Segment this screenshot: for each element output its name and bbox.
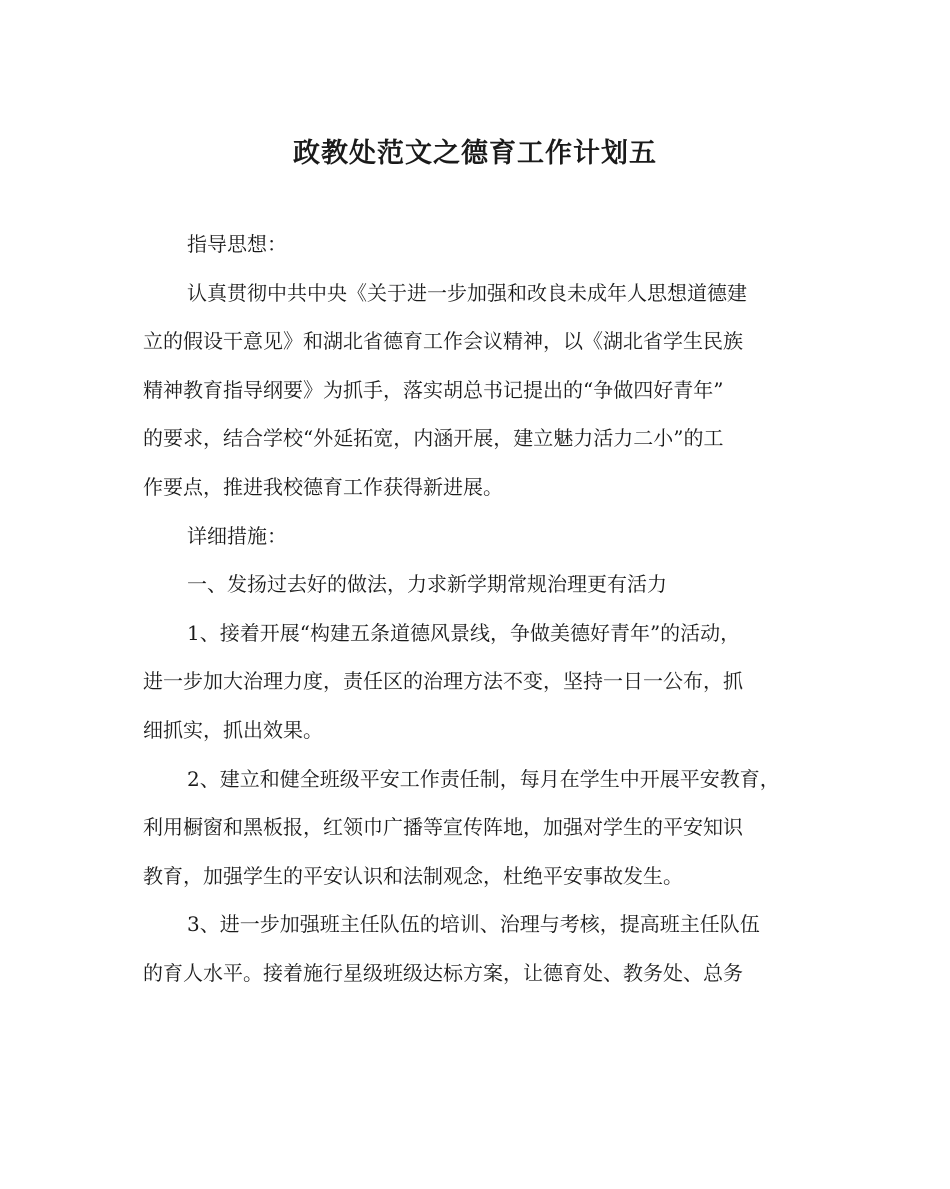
- paragraph-line: 3、进一步加强班主任队伍的培训、治理与考核，提高班主任队伍: [187, 912, 760, 937]
- paragraph-line: 利用橱窗和黑板报，红领巾广播等宣传阵地，加强对学生的平安知识: [143, 815, 743, 840]
- document-body: [143, 220, 811, 998]
- paragraph-line: 1、接着开展“构建五条道德风景线，争做美德好青年”的活动，: [187, 620, 741, 645]
- subsection-heading: 一、发扬过去好的做法，力求新学期常规治理更有活力: [187, 572, 667, 597]
- paragraph-line: 的要求，结合学校“外延拓宽，内涵开展，建立魅力活力二小”的工: [143, 426, 724, 451]
- paragraph-line: 进一步加大治理力度，责任区的治理方法不变，坚持一日一公布，抓: [143, 669, 743, 694]
- paragraph-line: 认真贯彻中共中央《关于进一步加强和改良未成年人思想道德建: [187, 280, 747, 305]
- document-title: 政教处范文之德育工作计划五: [293, 138, 657, 169]
- paragraph-line: 精神教育指导纲要》为抓手，落实胡总书记提出的“争做四好青年”: [143, 377, 724, 402]
- section-heading-measures: 详细措施：: [187, 523, 287, 548]
- paragraph-line: 的育人水平。接着施行星级班级达标方案，让德育处、教务处、总务: [143, 960, 743, 985]
- paragraph-line: 教育，加强学生的平安认识和法制观念，杜绝平安事故发生。: [143, 863, 683, 888]
- section-heading-guiding-ideology: 指导思想：: [187, 232, 287, 256]
- paragraph-line: 作要点，推进我校德育工作获得新进展。: [143, 474, 503, 499]
- paragraph-line: 立的假设干意见》和湖北省德育工作会议精神，以《湖北省学生民族: [143, 329, 743, 354]
- paragraph-line: 细抓实，抓出效果。: [143, 717, 323, 742]
- paragraph-line: 2、建立和健全班级平安工作责任制，每月在学生中开展平安教育，: [187, 766, 780, 791]
